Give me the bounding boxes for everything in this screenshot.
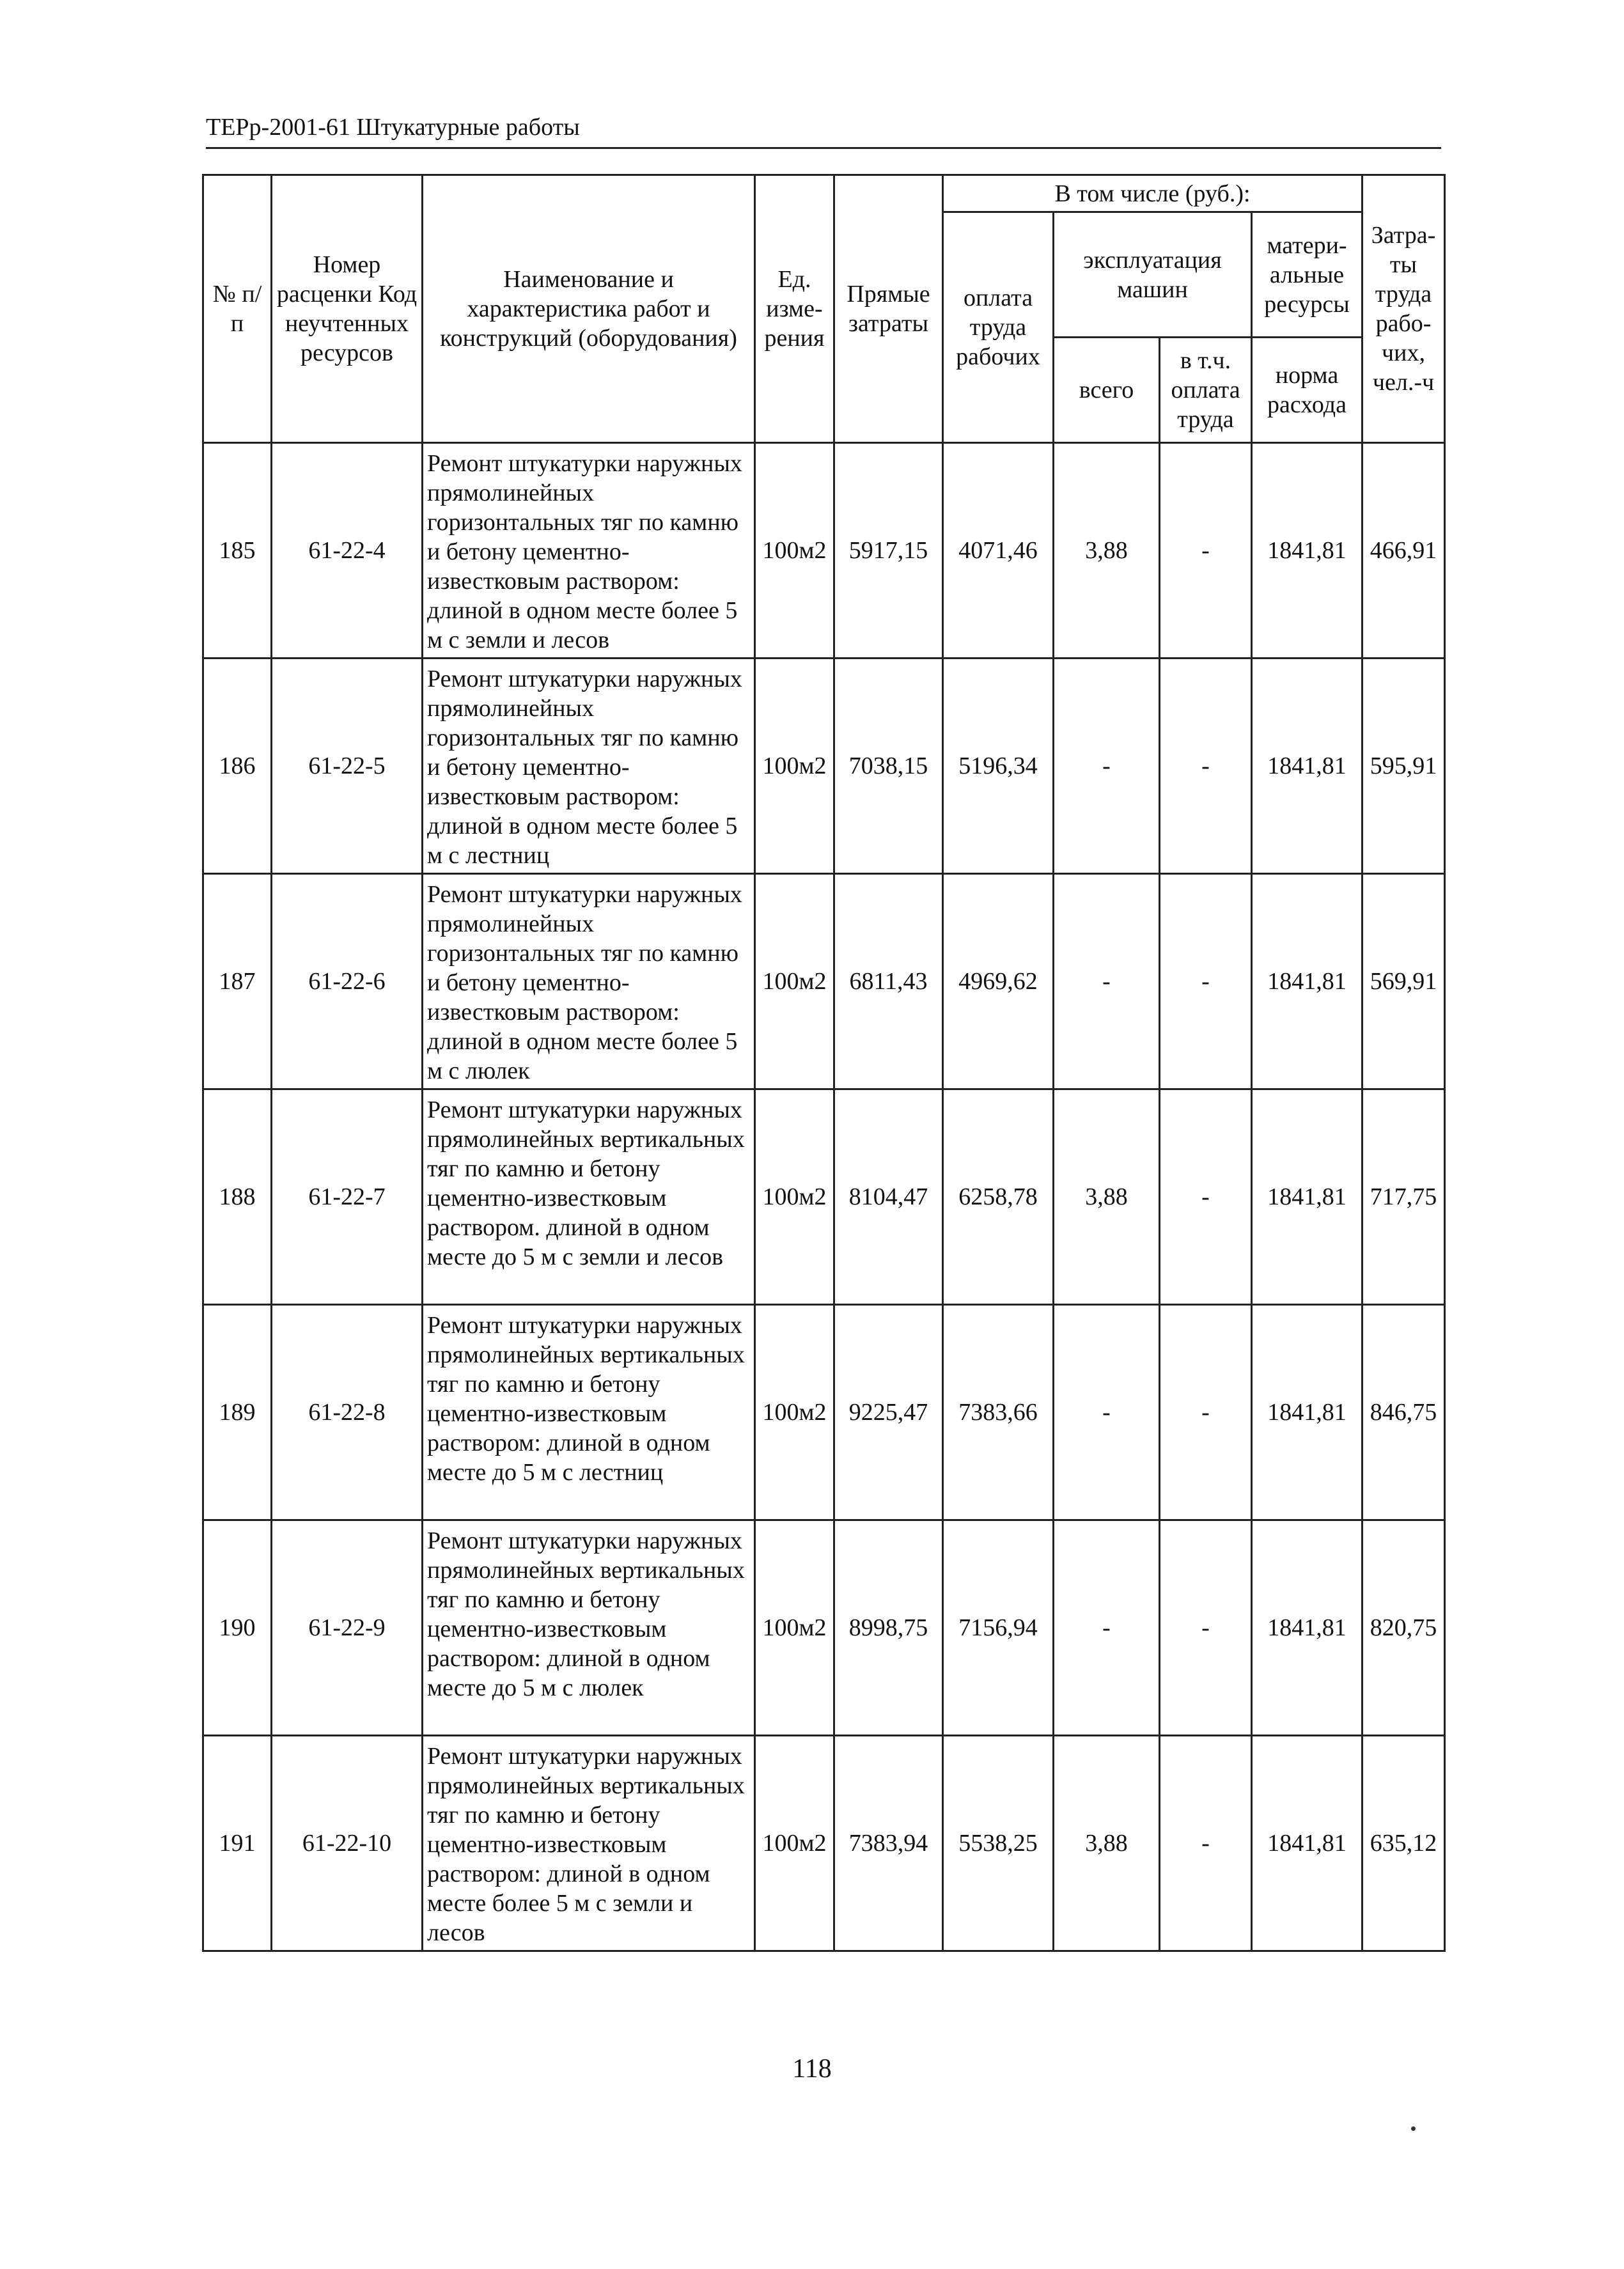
- row-labor-pay: 7156,94: [943, 1520, 1054, 1736]
- header-name: Наименование и характеристика работ и конструкций (оборудования): [423, 175, 755, 443]
- row-machines-incl-pay: -: [1160, 1089, 1252, 1305]
- row-code: 61-22-10: [272, 1736, 423, 1951]
- table-row: [203, 1736, 1445, 1951]
- row-materials: 1841,81: [1252, 1305, 1362, 1520]
- row-direct: 7038,15: [834, 659, 943, 874]
- row-labor-hours: 466,91: [1362, 443, 1445, 659]
- row-name: Ремонт штукатурки наружных прямолинейных горизонтальных тяг по камню и бетону цементно-известковым раствором: длиной в одном месте более 5 м с люлек: [423, 874, 755, 1089]
- row-labor-pay: 6258,78: [943, 1089, 1054, 1305]
- row-machines-total: 3,88: [1054, 443, 1160, 659]
- scan-speck: [1411, 2126, 1416, 2131]
- row-num: 189: [203, 1305, 272, 1520]
- row-code: 61-22-7: [272, 1089, 423, 1305]
- page-number: 118: [792, 2054, 832, 2084]
- header-rule: [206, 147, 1441, 149]
- table-row: [203, 1520, 1445, 1736]
- row-direct: 7383,94: [834, 1736, 943, 1951]
- row-code: 61-22-5: [272, 659, 423, 874]
- document-title: ТЕРр-2001-61 Штукатурные работы: [206, 114, 580, 141]
- row-num: 185: [203, 443, 272, 659]
- row-machines-incl-pay: -: [1160, 659, 1252, 874]
- row-direct: 6811,43: [834, 874, 943, 1089]
- row-code: 61-22-4: [272, 443, 423, 659]
- row-direct: 8998,75: [834, 1520, 943, 1736]
- header-unit: Ед. изме-рения: [755, 175, 834, 443]
- row-materials: 1841,81: [1252, 1089, 1362, 1305]
- table-row: [203, 874, 1445, 1089]
- row-unit: 100м2: [755, 874, 834, 1089]
- row-machines-incl-pay: -: [1160, 1305, 1252, 1520]
- row-name: Ремонт штукатурки наружных прямолинейных горизонтальных тяг по камню и бетону цементно-известковым раствором: длиной в одном месте более 5 м с земли и лесов: [423, 443, 755, 659]
- row-unit: 100м2: [755, 443, 834, 659]
- row-num: 187: [203, 874, 272, 1089]
- table-row: [203, 1089, 1445, 1305]
- row-materials: 1841,81: [1252, 659, 1362, 874]
- table-row: [203, 659, 1445, 874]
- row-machines-incl-pay: -: [1160, 1736, 1252, 1951]
- row-labor-pay: 7383,66: [943, 1305, 1054, 1520]
- header-materials: матери-альные ресурсы: [1252, 212, 1362, 338]
- row-materials: 1841,81: [1252, 874, 1362, 1089]
- row-labor-pay: 5196,34: [943, 659, 1054, 874]
- row-labor-pay: 4969,62: [943, 874, 1054, 1089]
- row-direct: 8104,47: [834, 1089, 943, 1305]
- row-name: Ремонт штукатурки наружных прямолинейных вертикальных тяг по камню и бетону цементно-известковым раствором. длиной в одном месте до 5 м с земли и лесов: [423, 1089, 755, 1305]
- header-num: № п/п: [203, 175, 272, 443]
- row-labor-hours: 717,75: [1362, 1089, 1445, 1305]
- row-code: 61-22-6: [272, 874, 423, 1089]
- header-machines-incl-pay: в т.ч. оплата труда: [1160, 338, 1252, 443]
- table-row: [203, 1305, 1445, 1520]
- row-direct: 9225,47: [834, 1305, 943, 1520]
- row-labor-pay: 4071,46: [943, 443, 1054, 659]
- row-machines-total: 3,88: [1054, 1089, 1160, 1305]
- row-name: Ремонт штукатурки наружных прямолинейных горизонтальных тяг по камню и бетону цементно-известковым раствором: длиной в одном месте более 5 м с лестниц: [423, 659, 755, 874]
- row-name: Ремонт штукатурки наружных прямолинейных вертикальных тяг по камню и бетону цементно-известковым раствором: длиной в одном месте более 5 м с земли и лесов: [423, 1736, 755, 1951]
- header-machines: эксплуатация машин: [1054, 212, 1252, 338]
- row-labor-hours: 846,75: [1362, 1305, 1445, 1520]
- row-num: 191: [203, 1736, 272, 1951]
- header-materials-norm: норма расхода: [1252, 338, 1362, 443]
- table-body: [203, 443, 1445, 1951]
- row-name: Ремонт штукатурки наружных прямолинейных вертикальных тяг по камню и бетону цементно-известковым раствором: длиной в одном месте до 5 м с люлек: [423, 1520, 755, 1736]
- table-row: [203, 443, 1445, 659]
- row-direct: 5917,15: [834, 443, 943, 659]
- row-unit: 100м2: [755, 1089, 834, 1305]
- row-name: Ремонт штукатурки наружных прямолинейных вертикальных тяг по камню и бетону цементно-известковым раствором: длиной в одном месте до 5 м с лестниц: [423, 1305, 755, 1520]
- row-materials: 1841,81: [1252, 1520, 1362, 1736]
- row-num: 190: [203, 1520, 272, 1736]
- row-machines-incl-pay: -: [1160, 1520, 1252, 1736]
- row-unit: 100м2: [755, 659, 834, 874]
- row-num: 188: [203, 1089, 272, 1305]
- header-direct-costs: Прямые затраты: [834, 175, 943, 443]
- row-labor-hours: 820,75: [1362, 1520, 1445, 1736]
- row-machines-incl-pay: -: [1160, 443, 1252, 659]
- row-labor-hours: 635,12: [1362, 1736, 1445, 1951]
- header-code: Номер расценки Код неучтенных ресурсов: [272, 175, 423, 443]
- row-unit: 100м2: [755, 1520, 834, 1736]
- row-num: 186: [203, 659, 272, 874]
- header-labor-pay: оплата труда рабочих: [943, 212, 1054, 443]
- header-machines-total: всего: [1054, 338, 1160, 443]
- row-unit: 100м2: [755, 1736, 834, 1951]
- row-code: 61-22-8: [272, 1305, 423, 1520]
- row-machines-total: 3,88: [1054, 1736, 1160, 1951]
- row-machines-incl-pay: -: [1160, 874, 1252, 1089]
- row-code: 61-22-9: [272, 1520, 423, 1736]
- row-machines-total: -: [1054, 874, 1160, 1089]
- row-labor-hours: 595,91: [1362, 659, 1445, 874]
- row-unit: 100м2: [755, 1305, 834, 1520]
- row-labor-pay: 5538,25: [943, 1736, 1054, 1951]
- row-labor-hours: 569,91: [1362, 874, 1445, 1089]
- row-machines-total: -: [1054, 1305, 1160, 1520]
- rates-table: [202, 174, 1446, 1952]
- row-materials: 1841,81: [1252, 443, 1362, 659]
- row-machines-total: -: [1054, 1520, 1160, 1736]
- row-machines-total: -: [1054, 659, 1160, 874]
- header-including: В том числе (руб.):: [943, 175, 1362, 212]
- table-head: [203, 175, 1445, 443]
- row-materials: 1841,81: [1252, 1736, 1362, 1951]
- header-labor-hours: Затра-ты труда рабо-чих, чел.-ч: [1362, 175, 1445, 443]
